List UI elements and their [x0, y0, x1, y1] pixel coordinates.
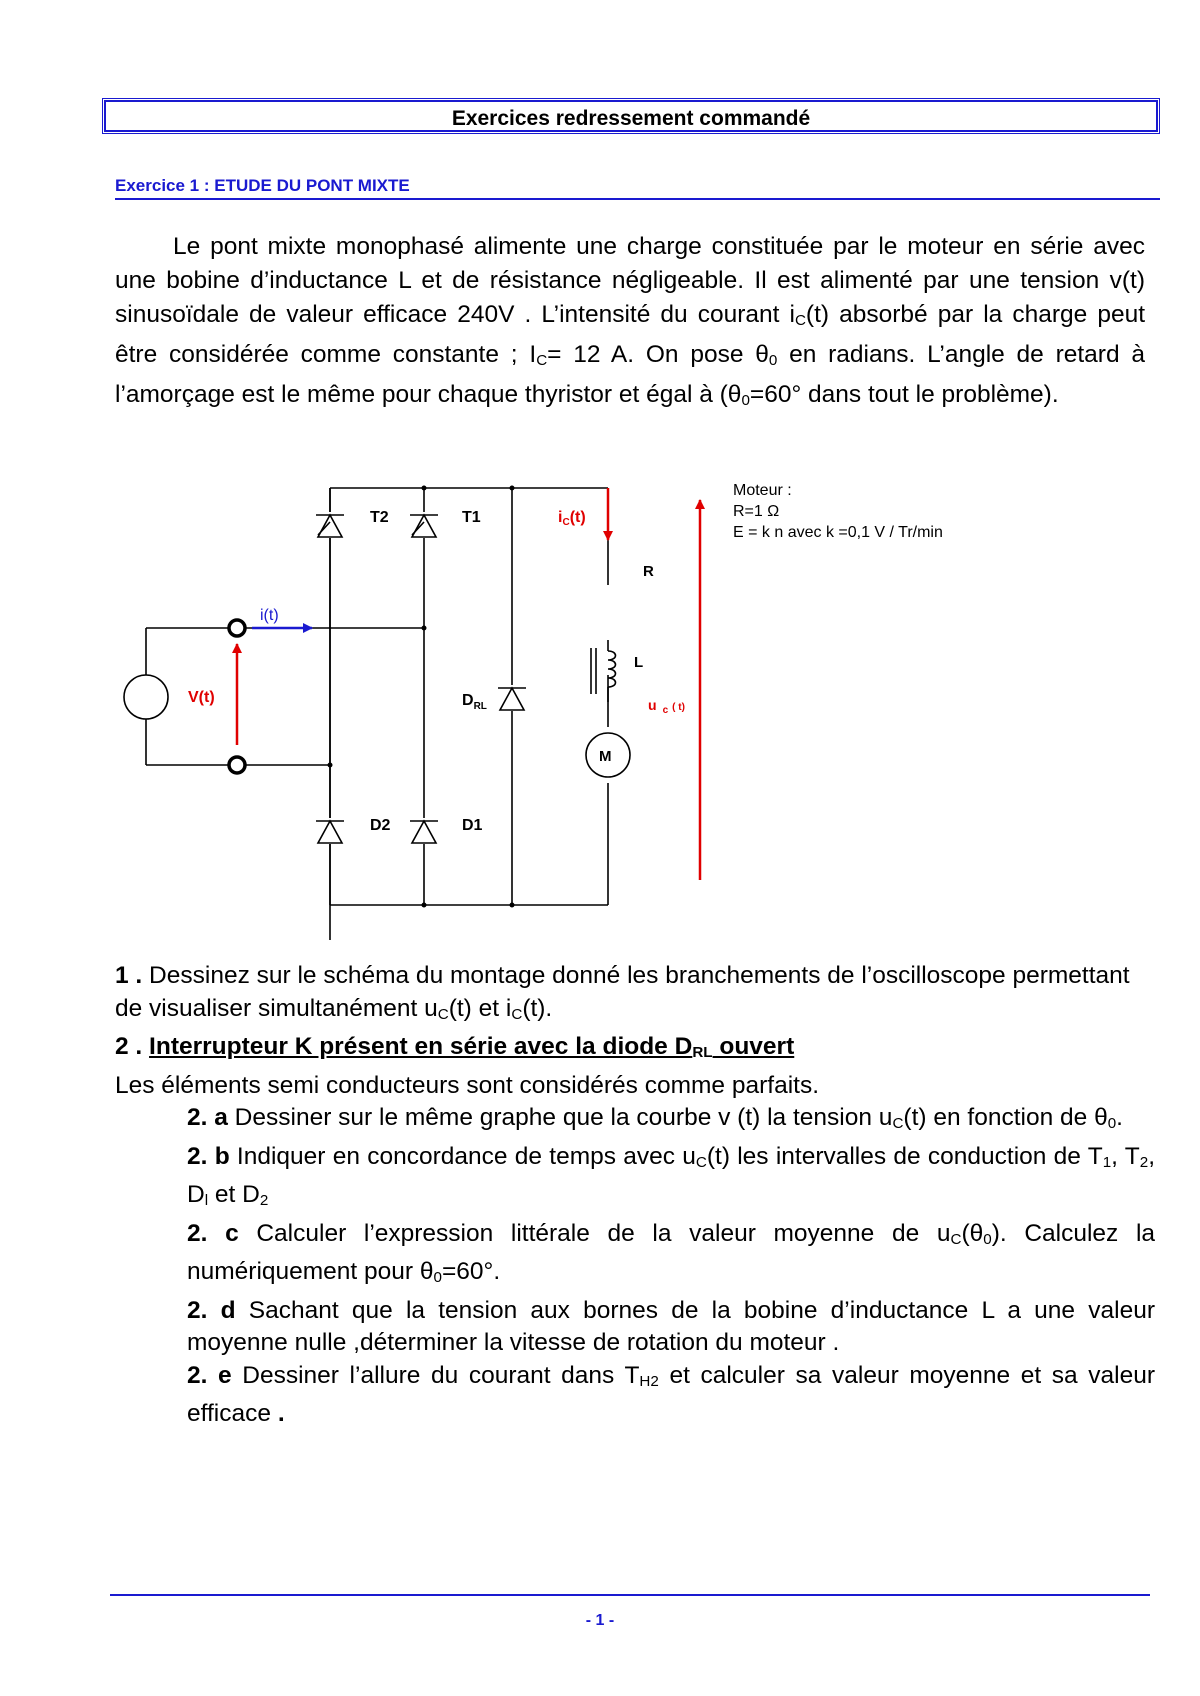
motor-title: Moteur :: [733, 482, 792, 499]
label-i: i(t): [260, 607, 279, 624]
motor-resistance: R=1 Ω: [733, 503, 780, 520]
label-t1: T1: [462, 509, 481, 526]
diode-d2-symbol: [316, 818, 344, 844]
motor-emf: E = k n avec k =0,1 V / Tr/min: [733, 524, 943, 541]
question-2-title: 2 . Interrupteur K présent en série avec la diode $D_{RL}$ ouvert: [115, 1033, 795, 1062]
question-2e: 2. e Dessiner l’allure du courant dans $T_{H2}$ et calculer sa valeur moyenne et sa valeur efficace .: [187, 1361, 1155, 1428]
page-number: - 1 -: [585, 1612, 615, 1629]
diode-d1-symbol: [410, 818, 438, 844]
terminal-top: [229, 620, 245, 636]
circuit-wires: [146, 488, 608, 940]
label-ic: iC(t): [558, 509, 586, 528]
label-m: M: [599, 748, 612, 765]
exercise-heading: Exercice 1 : ETUDE DU PONT MIXTE: [115, 176, 1160, 200]
thyristor-t2-symbol: [316, 512, 344, 538]
inductor-symbol: [591, 640, 616, 702]
document-title: Exercices redressement commandé: [102, 98, 1160, 134]
junction-dots: [328, 486, 515, 908]
label-d2: D2: [370, 817, 391, 834]
questions: [115, 960, 1155, 1431]
circuit-diagram: [0, 440, 1200, 940]
label-v: V(t): [188, 689, 215, 706]
label-r: R: [643, 563, 654, 580]
question-2b: 2. b Indiquer en concordance de temps avec $u_C(t)$ les intervalles de conduction de $T_1$, $T_2$, $D_l$ et $D_2$: [187, 1142, 1155, 1210]
intro-paragraph: Le pont mixte monophasé alimente une charge constituée par le moteur en série avec une bobine d’inductance L et de résistance négligeable. Il est alimenté par une tension v(t) sinusoïdale de valeur efficace 240V . L’intensité du courant $i_C(t)$ absorbé par la charge peut être considérée comme constante ; $I_C= 12$ A. On pose $\theta_0$ en radians. L’angle de retard à l’amorçage est le même pour chaque thyristor et égal à ($\theta_0=60^\circ$ dans tout le problème).: [115, 233, 1145, 410]
question-2a: 2. a Dessiner sur le même graphe que la courbe v (t) la tension $u_C(t)$ en fonction de $\theta_0$.: [187, 1104, 1123, 1133]
question-2d: 2. d Sachant que la tension aux bornes de la bobine d’inductance L a une valeur moyenne nulle ,déterminer la vitesse de rotation du moteur .: [187, 1296, 1155, 1357]
question-1: 1 . Dessinez sur le schéma du montage donné les branchements de l’oscilloscope permettant de visualiser simultanément $u_C(t)$ et $i_C(t)$.: [115, 962, 1130, 1023]
label-d1: D1: [462, 817, 483, 834]
label-drl: $D_{RL}$: [462, 692, 487, 712]
label-t2: T2: [370, 509, 389, 526]
question-2c: 2. c Calculer l’expression littérale de la valeur moyenne de $u_C(\theta_0)$. Calculez la numériquement pour $\theta_0=60^\circ$.: [187, 1219, 1156, 1287]
footer-divider: [110, 1594, 1150, 1596]
question-2-intro: Les éléments semi conducteurs sont considérés comme parfaits.: [115, 1071, 820, 1099]
terminal-bottom: [229, 757, 245, 773]
thyristor-t1-symbol: [410, 512, 438, 538]
label-uc: u $_c$ $^{( t)}$: [648, 697, 685, 716]
label-l: L: [634, 654, 644, 671]
diode-drl-symbol: [498, 685, 526, 711]
voltage-source-symbol: [124, 675, 168, 719]
